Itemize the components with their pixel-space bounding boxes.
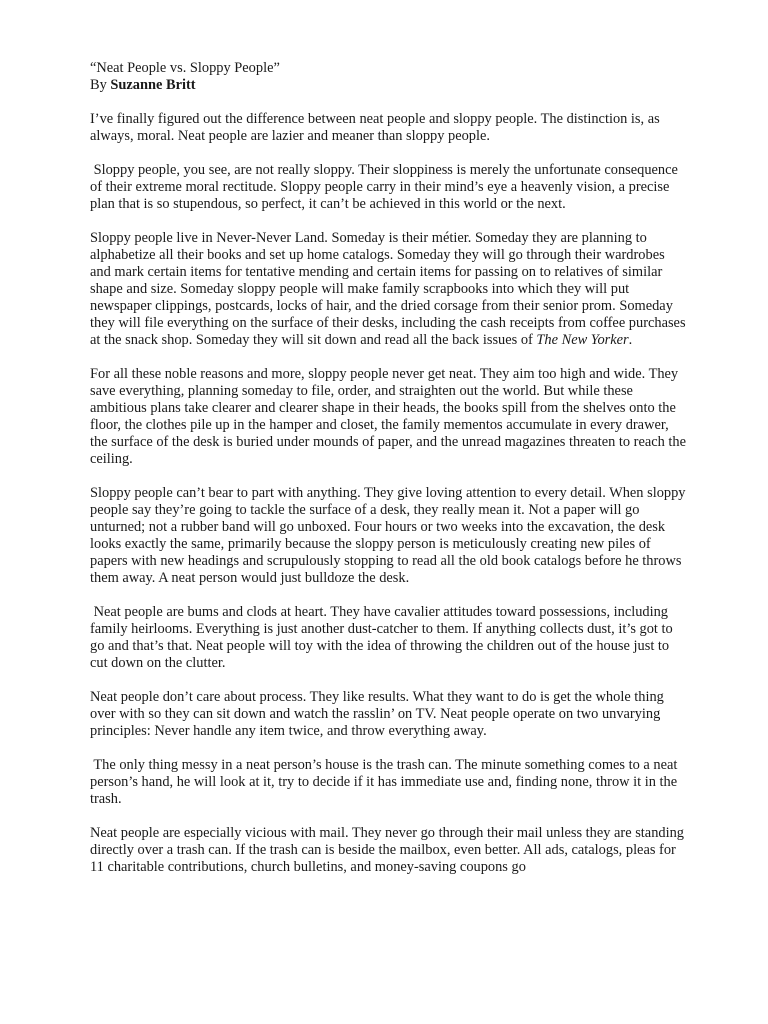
document-page [90, 60, 688, 893]
byline-prefix: By [90, 77, 111, 93]
essay-title: “Neat People vs. Sloppy People” [90, 60, 280, 76]
paragraph-2: Sloppy people, you see, are not really sloppy. Their sloppiness is merely the unfortunate consequence of their extreme moral rectitude. Sloppy people carry in their mind’s eye a heavenly vision, a precise plan that is so stupendous, so perfect, it can’t be achieved in this world or the next. [90, 162, 678, 212]
paragraph-4: For all these noble reasons and more, sloppy people never get neat. They aim too high and wide. They save everything, planning someday to file, order, and straighten out the world. But while these ambitious plans take clearer and clearer shape in their heads, the books spill from the shelves onto the floor, the clothes pile up in the hamper and closet, the family mementos accumulate in every drawer, the surface of the desk is buried under mounds of paper, and the unread magazines threaten to reach the ceiling. [90, 366, 687, 467]
paragraph-8: The only thing messy in a neat person’s house is the trash can. The minute something comes to a neat person’s hand, he will look at it, try to decide if it has immediate use and, finding none, throw it in the trash. [90, 757, 678, 807]
author-name: Suzanne Britt [110, 77, 196, 93]
paragraph-9: Neat people are especially vicious with mail. They never go through their mail unless they are standing directly over a trash can. If the trash can is beside the mailbox, even better. All ads, catalogs, pleas for 11 charitable contributions, church bulletins, and money-saving coupons go [90, 825, 684, 875]
paragraph-1: I’ve finally figured out the difference between neat people and sloppy people. The distinction is, as always, moral. Neat people are lazier and meaner than sloppy people. [90, 111, 660, 144]
paragraph-5: Sloppy people can’t bear to part with anything. They give loving attention to every detail. When sloppy people say they’re going to tackle the surface of a desk, they really mean it. Not a paper will go unturned; not a rubber band will go unboxed. Four hours or two weeks into the excavation, the desk looks exactly the same, primarily because the sloppy person is meticulously creating new piles of papers with new headings and scrupulously stopping to read all the old book catalogs before he throws them away. A neat person would just bulldoze the desk. [90, 485, 686, 586]
byline [90, 77, 688, 94]
paragraph-6: Neat people are bums and clods at heart. They have cavalier attitudes toward possessions, including family heirlooms. Everything is just another dust-catcher to them. If anything collects dust, it’s got to go and that’s that. Neat people will toy with the idea of throwing the children out of the house just to cut down on the clutter. [90, 604, 673, 671]
paragraph-7: Neat people don’t care about process. They like results. What they want to do is get the whole thing over with so they can sit down and watch the rasslin’ on TV. Neat people operate on two unvarying principles: Never handle any item twice, and throw everything away. [90, 689, 664, 739]
paragraph-3: Sloppy people live in Never-Never Land. Someday is their métier. Someday they are planning to alphabetize all their books and set up home catalogs. Someday they will go through their wardrobes and mark certain items for tentative mending and certain items for passing on to relatives of similar shape and size. Someday sloppy people will make family scrapbooks into which they will put newspaper clippings, postcards, locks of hair, and the dried corsage from their senior prom. Someday they will file everything on the surface of their desks, including the cash receipts from coffee purchases at the snack shop. Someday they will sit down and read all the back issues of The New Yorker. [90, 230, 686, 348]
magazine-title: The New Yorker [536, 332, 629, 348]
